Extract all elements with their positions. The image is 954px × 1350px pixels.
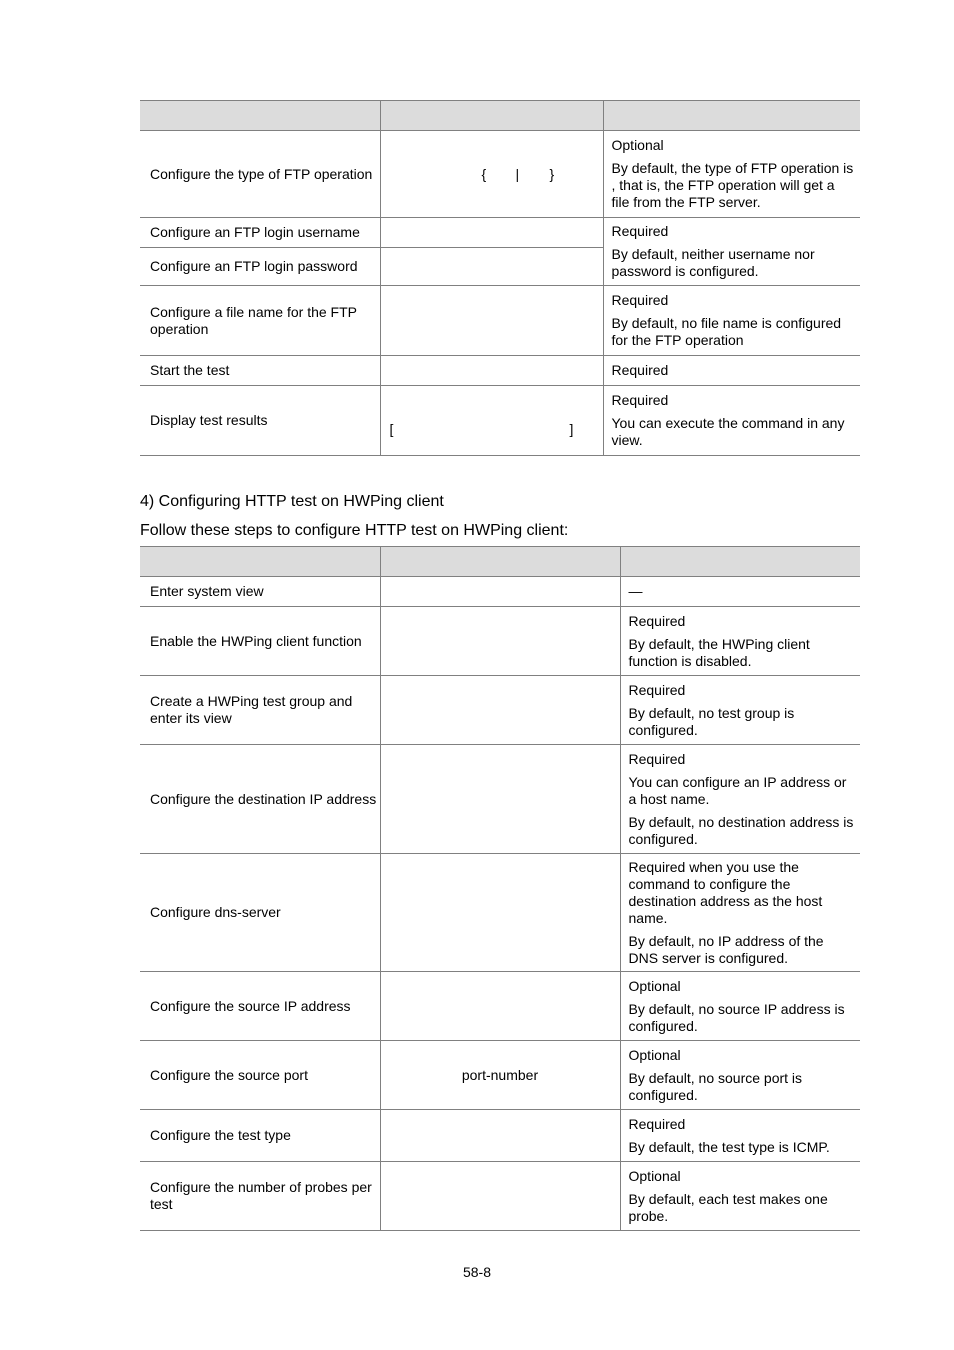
table-header-row: [140, 547, 860, 577]
command-cell: [380, 248, 603, 286]
remarks-cell: Required You can configure an IP address or a host name. By default, no destination address is configured.: [620, 745, 860, 854]
table-row: [140, 286, 860, 356]
command-cell: [380, 386, 603, 456]
remarks-cell: Optional By default, each test makes one probe.: [620, 1162, 860, 1231]
action-cell: Configure a file name for the FTP operation: [140, 286, 380, 356]
action-cell: Enter system view: [140, 577, 380, 607]
action-cell: Configure dns-server: [140, 854, 380, 972]
command-cell: [380, 676, 620, 745]
table-row: [140, 607, 860, 676]
table-row: [140, 676, 860, 745]
command-cell: [380, 1162, 620, 1231]
command-cell: [380, 1110, 620, 1162]
remarks-cell: Required By default, no test group is configured.: [620, 676, 860, 745]
action-cell: Configure the destination IP address: [140, 745, 380, 854]
action-cell: Display test results: [140, 386, 380, 456]
section-intro: Follow these steps to configure HTTP test on HWPing client:: [140, 522, 569, 539]
remarks-cell: Required You can execute the command in any view.: [603, 386, 860, 456]
table-row: [140, 131, 860, 218]
table-row: [140, 218, 860, 248]
bracket-close: ]: [569, 421, 574, 437]
command-cell: [380, 854, 620, 972]
command-cell: [380, 131, 603, 218]
remarks-cell: Required By default, neither username nor password is configured.: [603, 218, 860, 286]
remarks-cell: Required: [603, 356, 860, 386]
action-cell: Configure the test type: [140, 1110, 380, 1162]
command-cell: [380, 745, 620, 854]
command-cell: [380, 972, 620, 1041]
http-config-table: [140, 546, 881, 1231]
action-cell: Configure an FTP login username: [140, 218, 380, 248]
action-cell: Configure the type of FTP operation: [140, 131, 380, 218]
remarks-cell: Optional By default, the type of FTP operation is , that is, the FTP operation will get a file from the FTP server.: [603, 131, 860, 218]
brace-open: {: [481, 166, 487, 182]
remarks-cell: Optional By default, no source port is configured.: [620, 1041, 860, 1110]
action-cell: Configure the source port: [140, 1041, 380, 1110]
remarks-cell: Optional By default, no source IP address is configured.: [620, 972, 860, 1041]
remarks-cell: Required By default, no file name is configured for the FTP operation: [603, 286, 860, 356]
remarks-cell: —: [620, 577, 860, 607]
command-cell: [380, 286, 603, 356]
remarks-cell: Required By default, the HWPing client function is disabled.: [620, 607, 860, 676]
table-row: [140, 745, 860, 854]
table-header-row: [140, 101, 860, 131]
table-row: [140, 1041, 860, 1110]
action-cell: Configure the number of probes per test: [140, 1162, 380, 1231]
pipe: |: [515, 166, 520, 182]
command-cell: [380, 577, 620, 607]
command-cell: [380, 356, 603, 386]
section-heading: 4) Configuring HTTP test on HWPing client: [140, 493, 444, 510]
table-row: [140, 1110, 860, 1162]
command-cell: [380, 218, 603, 248]
remarks-cell: Required By default, the test type is ICMP.: [620, 1110, 860, 1162]
table-row: [140, 356, 860, 386]
action-cell: Enable the HWPing client function: [140, 607, 380, 676]
page-number: 58-8: [462, 1264, 492, 1280]
table-row: [140, 854, 860, 972]
remarks-cell: Required when you use the command to configure the destination address as the host name. By default, no IP address of the DNS server is configured.: [620, 854, 860, 972]
action-cell: Create a HWPing test group and enter its view: [140, 676, 380, 745]
ftp-config-table: [140, 100, 860, 456]
table-row: [140, 1162, 860, 1231]
table-row: [140, 577, 860, 607]
command-cell: [380, 607, 620, 676]
action-cell: Configure an FTP login password: [140, 248, 380, 286]
bracket-open: [: [389, 421, 394, 437]
action-cell: Configure the source IP address: [140, 972, 380, 1041]
table-row: [140, 386, 860, 456]
brace-close: }: [549, 166, 555, 182]
table-row: [140, 972, 860, 1041]
command-cell: port-number: [380, 1041, 620, 1110]
action-cell: Start the test: [140, 356, 380, 386]
